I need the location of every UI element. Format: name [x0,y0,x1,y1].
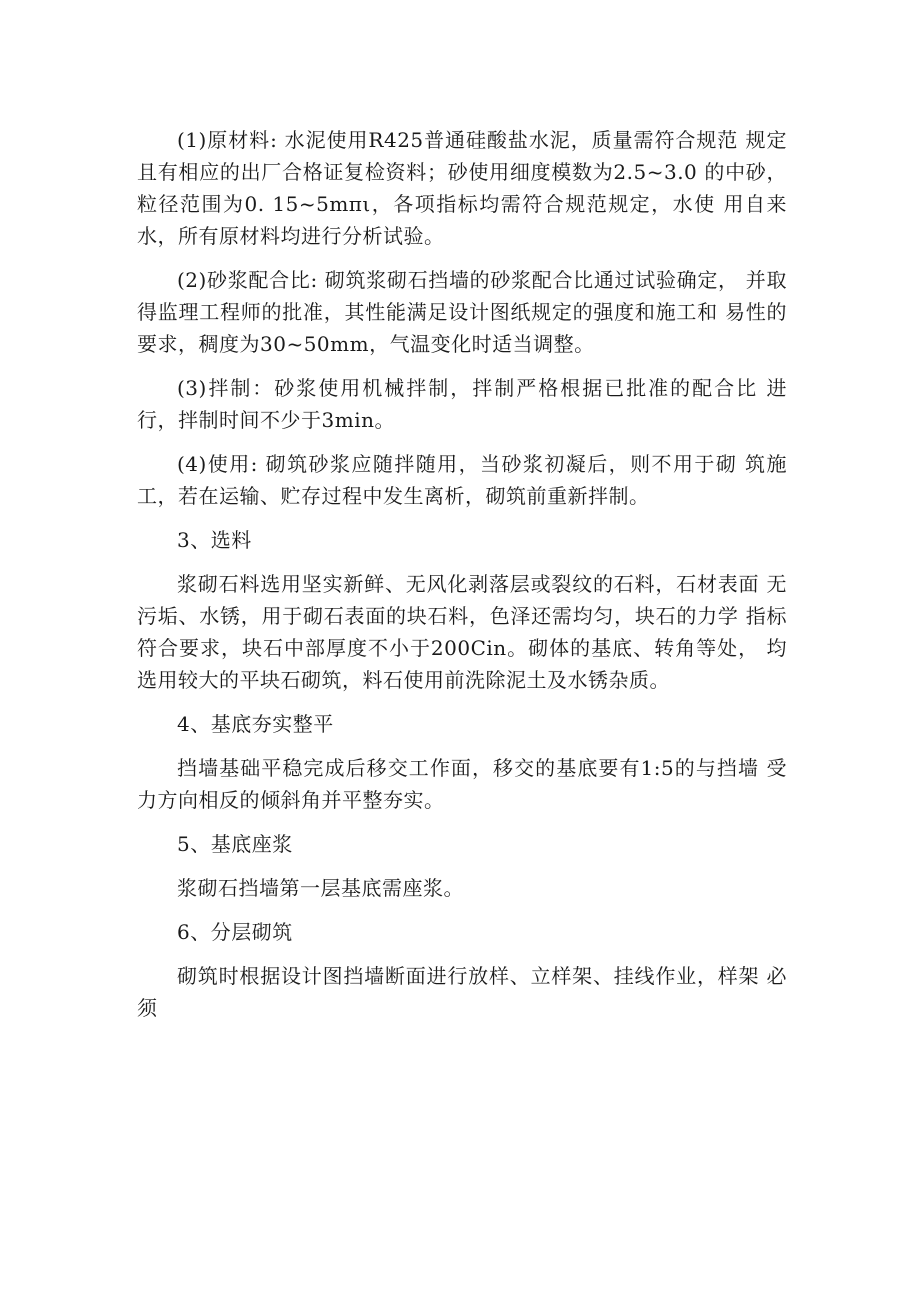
section-heading-material-selection: 3、选料 [177,528,252,552]
paragraph-layered-masonry: 砌筑时根据设计图挡墙断面进行放样、立样架、挂线作业，样架 必须 [137,964,787,1020]
document-body [137,124,787,1036]
paragraph-base-mortar: 浆砌石挡墙第一层基底需座浆。 [177,876,464,900]
paragraph-material-selection: 浆砌石料选用坚实新鲜、无风化剥落层或裂纹的石料，石材表面 无污垢、水锈，用于砌石表面的块石料，色泽还需均匀，块石的力学 指标符合要求，块石中部厚度不小于200Cin。砌体的基底、转角等处， 均选用较大的平块石砌筑，料石使用前洗除泥土及水锈杂质。 [137,572,787,692]
section-heading-base-compaction: 4、基底夯实整平 [177,712,334,736]
paragraph-usage: (4)使用: 砌筑砂浆应随拌随用，当砂浆初凝后，则不用于砌 筑施工，若在运输、贮存过程中发生离析，砌筑前重新拌制。 [137,452,787,508]
section-heading-layered-masonry: 6、分层砌筑 [177,920,293,944]
section-heading-base-mortar: 5、基底座浆 [177,832,293,856]
paragraph-base-compaction: 挡墙基础平稳完成后移交工作面，移交的基底要有1:5的与挡墙 受力方向相反的倾斜角并平整夯实。 [137,756,787,812]
paragraph-raw-materials: (1)原材料: 水泥使用R425普通硅酸盐水泥，质量需符合规范 规定且有相应的出厂合格证复检资料；砂使用细度模数为2.5~3.0 的中砂，粒径范围为0. 15~5mπι，各项指标均需符合规范规定，水使 用自来水，所有原材料均进行分析试验。 [137,128,787,248]
paragraph-mortar-mix: (2)砂浆配合比: 砌筑浆砌石挡墙的砂浆配合比通过试验确定， 并取得监理工程师的批准，其性能满足设计图纸规定的强度和施工和 易性的要求，稠度为30~50mm，气温变化时适当调整。 [137,268,787,356]
paragraph-mixing: (3)拌制：砂浆使用机械拌制，拌制严格根据已批准的配合比 进行，拌制时间不少于3min。 [137,376,787,432]
